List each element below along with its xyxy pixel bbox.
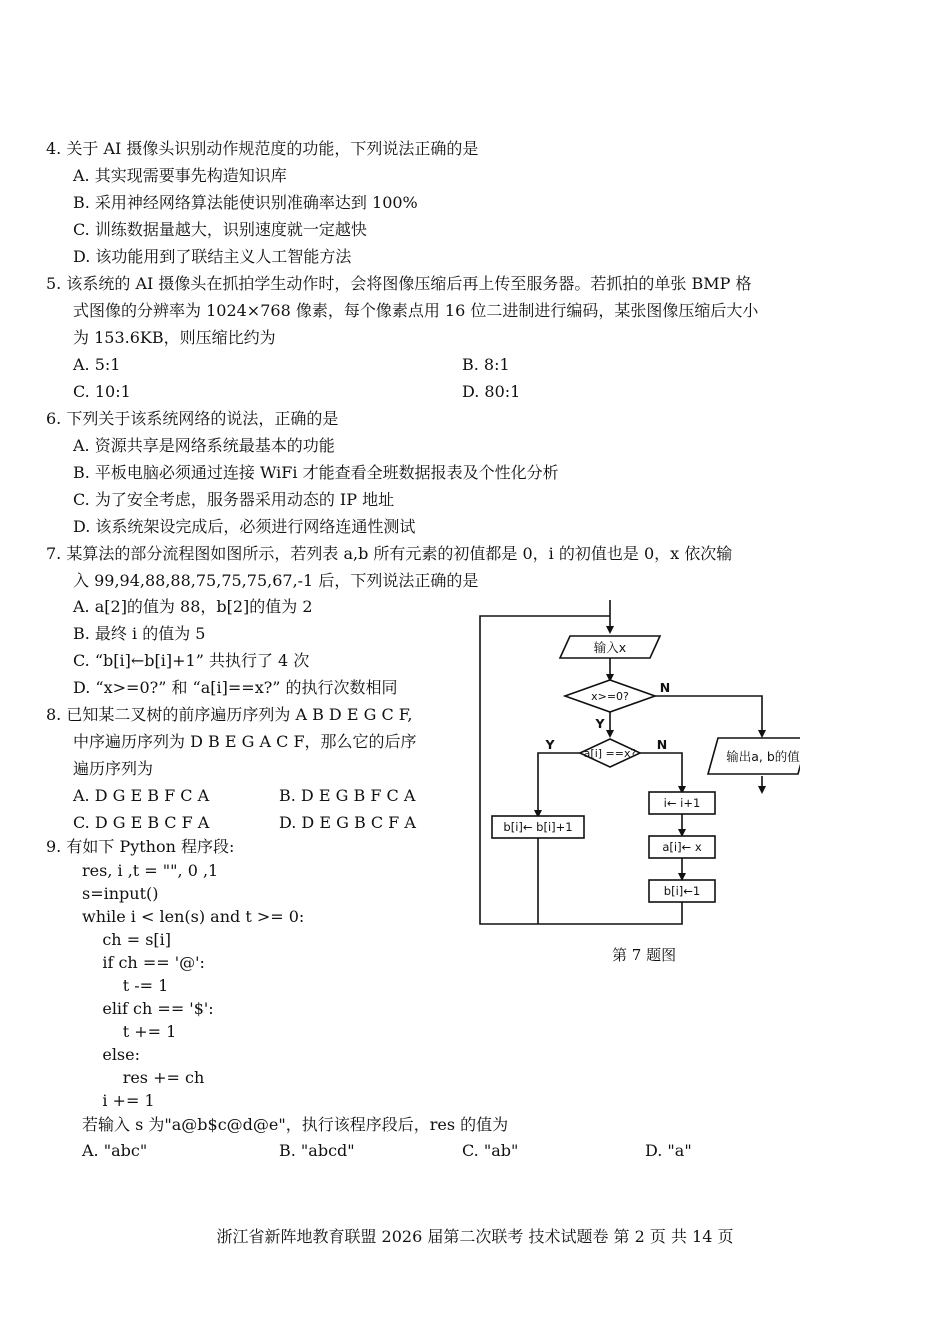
- cond2-no-label: N: [656, 737, 668, 752]
- q8-option-b: B. D E G B F C A: [279, 786, 416, 805]
- q8-stem-line2: 中序遍历序列为 D B E G A C F，那么它的后序: [73, 732, 417, 751]
- figure-caption: 第 7 题图: [612, 946, 677, 964]
- cond1-yes-label: Y: [595, 716, 605, 731]
- q9-option-b: B. "abcd": [279, 1141, 355, 1160]
- q7-option-b: B. 最终 i 的值为 5: [73, 624, 206, 643]
- arrow-cond1-no: [655, 696, 762, 736]
- q8-option-d: D. D E G B C F A: [279, 813, 416, 832]
- line-assign-b-loop: [538, 902, 682, 924]
- q8-stem-line3: 遍历序列为: [73, 759, 154, 778]
- cond1-label: x>=0?: [591, 690, 629, 703]
- code-line-11: i += 1: [82, 1091, 155, 1110]
- q9-stem: 9. 有如下 Python 程序段:: [46, 837, 235, 856]
- q7-stem-line2: 入 99,94,88,88,75,75,75,67,-1 后，下列说法正确的是: [73, 571, 479, 590]
- output-label: 输出a, b的值: [726, 749, 800, 764]
- code-line-5: if ch == '@':: [82, 953, 205, 972]
- q7-stem-line1: 7. 某算法的部分流程图如图所示，若列表 a,b 所有元素的初值都是 0，i 的初值也是 0，x 依次输: [46, 544, 733, 563]
- code-line-2: s=input(): [82, 884, 159, 903]
- assign-b-label: b[i]←1: [663, 884, 701, 898]
- cond1-no-label: N: [659, 680, 671, 695]
- code-line-3: while i < len(s) and t >= 0:: [82, 907, 305, 926]
- arrow-cond2-yes: [538, 753, 592, 816]
- assign-a-label: a[i]← x: [662, 840, 702, 854]
- q7-option-d: D. “x>=0?” 和 “a[i]==x?” 的执行次数相同: [73, 678, 398, 697]
- q8-option-c: C. D G E B C F A: [73, 813, 210, 832]
- incr-b-label: b[i]← b[i]+1: [503, 820, 573, 834]
- q6-stem: 6. 下列关于该系统网络的说法，正确的是: [46, 409, 339, 428]
- q7-option-a: A. a[2]的值为 88，b[2]的值为 2: [73, 597, 313, 616]
- q7-option-c: C. “b[i]←b[i]+1” 共执行了 4 次: [73, 651, 310, 670]
- q9-option-d: D. "a": [645, 1141, 692, 1160]
- q5-stem-line2: 式图像的分辨率为 1024×768 像素，每个像素点用 16 位二进制进行编码，某张图像压缩后大小: [73, 301, 759, 320]
- q5-option-c: C. 10:1: [73, 382, 131, 401]
- q6-option-b: B. 平板电脑必须通过连接 WiFi 才能查看全班数据报表及个性化分析: [73, 463, 559, 482]
- code-line-10: res += ch: [82, 1068, 205, 1087]
- incr-i-label: i← i+1: [663, 796, 701, 810]
- q4-option-b: B. 采用神经网络算法能使识别准确率达到 100%: [73, 193, 418, 212]
- q5-option-d: D. 80:1: [462, 382, 521, 401]
- flowchart: [470, 598, 800, 943]
- input-label: 输入x: [593, 640, 627, 655]
- code-line-9: else:: [82, 1045, 140, 1064]
- q9-option-a: A. "abc": [82, 1141, 148, 1160]
- q8-stem-line1: 8. 已知某二叉树的前序遍历序列为 A B D E G C F,: [46, 705, 413, 724]
- q6-option-d: D. 该系统架设完成后，必须进行网络连通性测试: [73, 517, 416, 536]
- q6-option-c: C. 为了安全考虑，服务器采用动态的 IP 地址: [73, 490, 395, 509]
- q8-option-a: A. D G E B F C A: [73, 786, 210, 805]
- q5-option-b: B. 8:1: [462, 355, 510, 374]
- q4-option-a: A. 其实现需要事先构造知识库: [73, 166, 287, 185]
- cond2-label: a[i] ==x?: [583, 747, 637, 760]
- code-line-8: t += 1: [82, 1022, 177, 1041]
- q9-question: 若输入 s 为"a@b$c@d@e"，执行该程序段后，res 的值为: [82, 1115, 509, 1134]
- code-line-1: res, i ,t = "", 0 ,1: [82, 861, 219, 880]
- code-line-6: t -= 1: [82, 976, 169, 995]
- code-line-7: elif ch == '$':: [82, 999, 214, 1018]
- q5-stem-line3: 为 153.6KB，则压缩比约为: [73, 328, 276, 347]
- q4-option-c: C. 训练数据量越大，识别速度就一定越快: [73, 220, 367, 239]
- cond2-yes-label: Y: [545, 737, 555, 752]
- code-line-4: ch = s[i]: [82, 930, 171, 949]
- q5-option-a: A. 5:1: [73, 355, 121, 374]
- loop-back-line: [480, 616, 610, 924]
- q4-stem: 4. 关于 AI 摄像头识别动作规范度的功能，下列说法正确的是: [46, 139, 479, 158]
- q9-option-c: C. "ab": [462, 1141, 519, 1160]
- page-footer: 浙江省新阵地教育联盟 2026 届第二次联考 技术试题卷 第 2 页 共 14 页: [216, 1227, 734, 1246]
- q5-stem-line1: 5. 该系统的 AI 摄像头在抓拍学生动作时，会将图像压缩后再上传至服务器。若抓拍的单张 BMP 格: [46, 274, 752, 293]
- q6-option-a: A. 资源共享是网络系统最基本的功能: [73, 436, 335, 455]
- q4-option-d: D. 该功能用到了联结主义人工智能方法: [73, 247, 352, 266]
